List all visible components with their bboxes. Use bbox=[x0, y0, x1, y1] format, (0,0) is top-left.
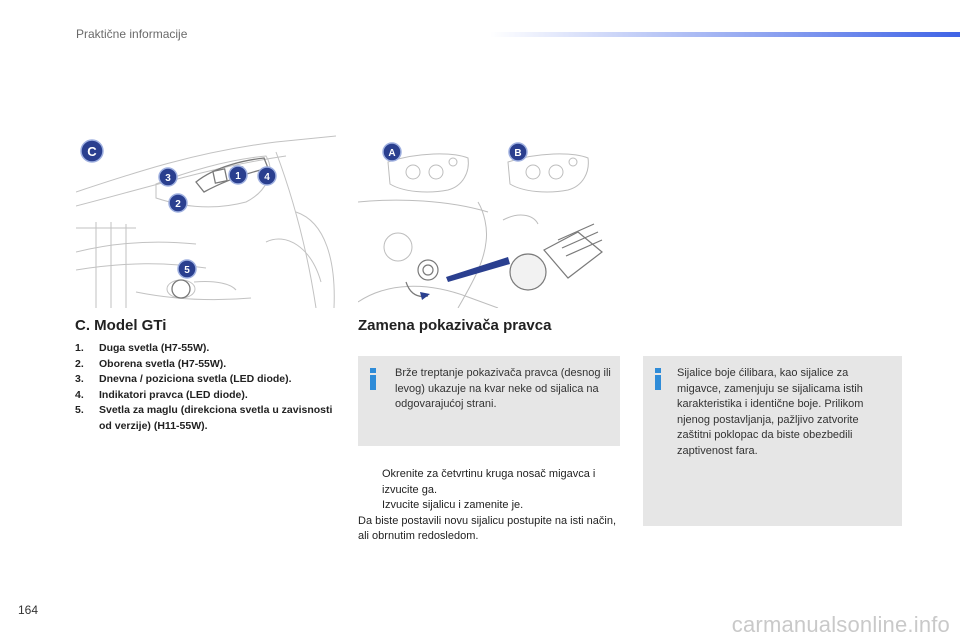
svg-text:B: B bbox=[514, 148, 522, 159]
list-item: 3. Dnevna / poziciona svetla (LED diode). bbox=[75, 373, 292, 385]
step-item: Izvucite sijalicu i zamenite je. bbox=[382, 499, 524, 511]
info-box-amber-bulbs: Sijalice boje ćilibara, kao sijalice za migavce, zamenjuju se sijalicama istih karakteristika i identične boje. Prilikom njenog postavljanja, pažljivo zatvorite zaštitni poklopac da biste obezbedili zaptivenost fara. bbox=[643, 356, 902, 526]
badge-5 bbox=[178, 260, 196, 278]
svg-text:5: 5 bbox=[184, 265, 190, 276]
watermark: carmanualsonline.info bbox=[731, 612, 950, 637]
model-section-title: C. Model GTi bbox=[75, 317, 167, 334]
info-box-blinking: Brže treptanje pokazivača pravca (desnog ili levog) ukazuje na kvar neke od sijalica na odgovarajućoj strani. bbox=[358, 356, 620, 446]
page-number: 164 bbox=[18, 603, 39, 617]
info-icon bbox=[652, 368, 664, 390]
svg-text:2: 2 bbox=[175, 199, 181, 210]
info-icon bbox=[367, 368, 379, 390]
svg-text:4: 4 bbox=[264, 172, 270, 183]
badge-c bbox=[81, 140, 103, 162]
list-item: 2. Oborena svetla (H7-55W). bbox=[75, 357, 227, 370]
step-item: Okrenite za četvrtinu kruga nosač migavca i izvucite ga. bbox=[382, 468, 596, 496]
badge-3 bbox=[159, 168, 177, 186]
indicator-section-title: Zamena pokazivača pravca bbox=[358, 317, 552, 334]
svg-text:C: C bbox=[87, 144, 97, 159]
headlamp-illustration bbox=[76, 132, 336, 308]
list-item: 1. Duga svetla (H7-55W). bbox=[75, 342, 210, 354]
reassembly-note: Da biste postavili novu sijalicu postupite na isti način, ali obrnutim redosledom. bbox=[358, 514, 617, 542]
badge-1 bbox=[229, 166, 247, 184]
page-header-title: Praktične informacije bbox=[76, 27, 188, 41]
list-item: 5. Svetla za maglu (direkciona svetla u zavisnosti od verzije) (H11-55W). bbox=[75, 404, 333, 432]
svg-text:3: 3 bbox=[165, 173, 171, 184]
badge-4 bbox=[258, 167, 276, 185]
svg-text:1: 1 bbox=[235, 171, 241, 182]
indicator-bulb-illustration bbox=[358, 132, 620, 308]
badge-2 bbox=[169, 194, 187, 212]
replacement-steps bbox=[358, 467, 620, 545]
badge-b bbox=[509, 143, 527, 161]
lamp-list bbox=[75, 341, 335, 434]
header-accent-bar bbox=[490, 32, 960, 37]
badge-a bbox=[383, 143, 401, 161]
list-item: 4. Indikatori pravca (LED diode). bbox=[75, 388, 248, 401]
svg-text:A: A bbox=[388, 148, 396, 159]
